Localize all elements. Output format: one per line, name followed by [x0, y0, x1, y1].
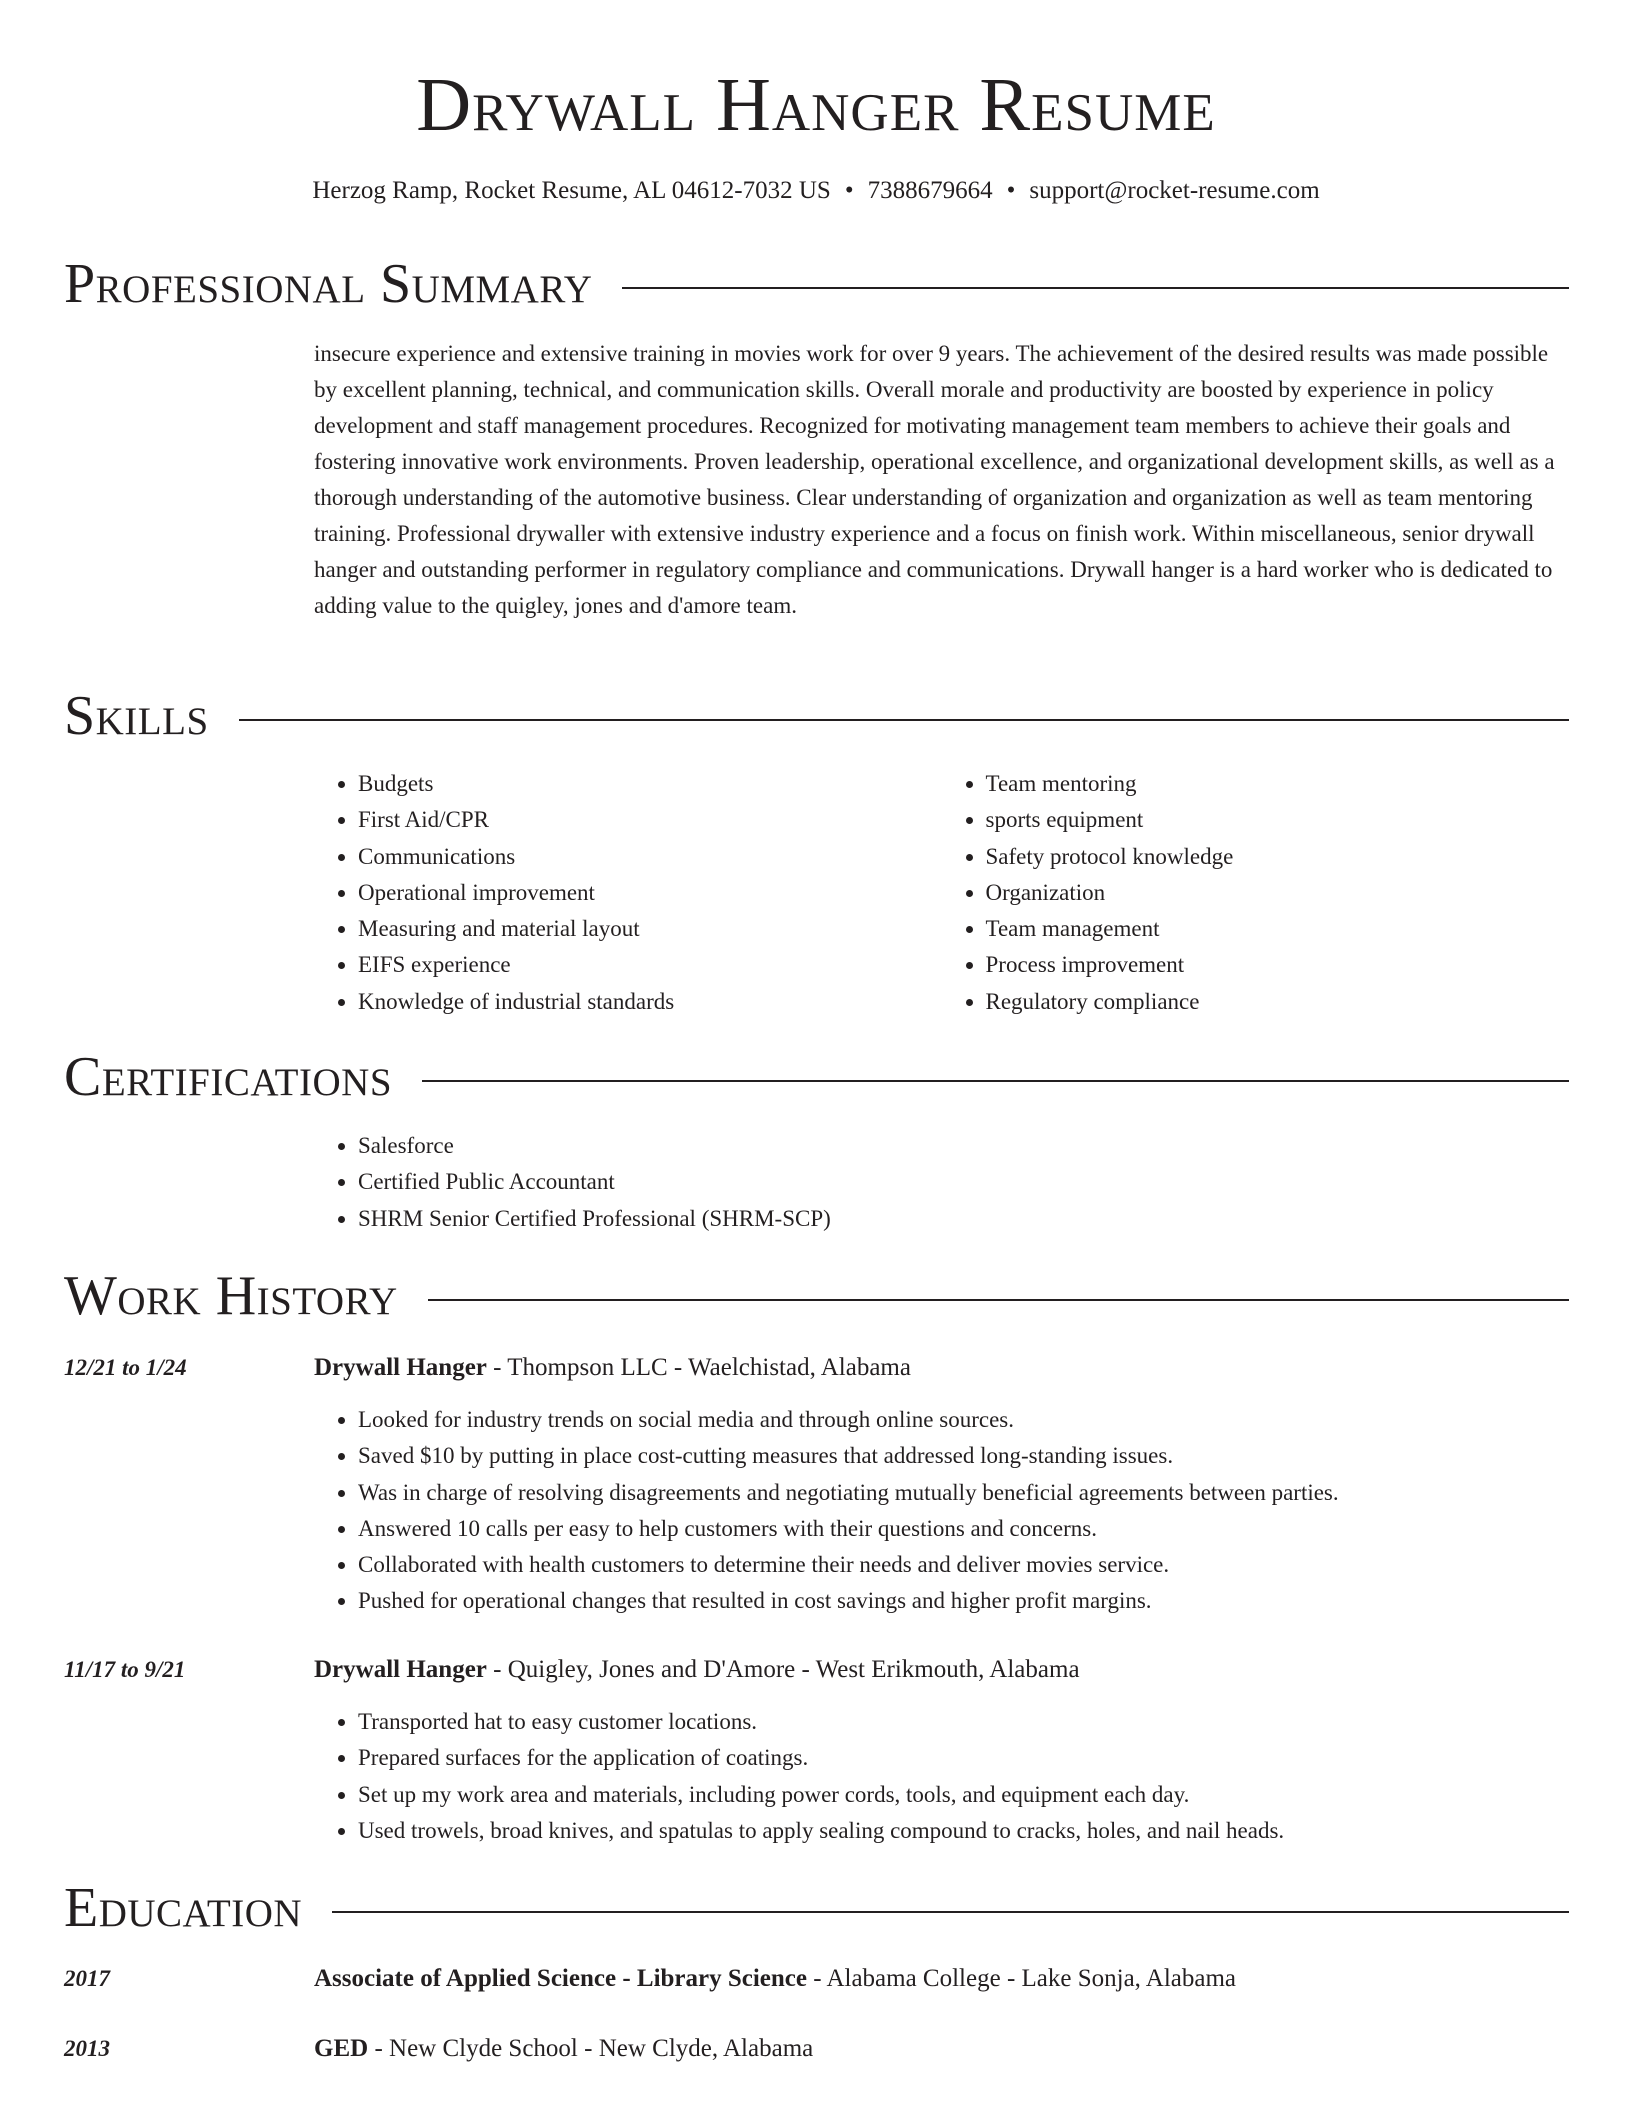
skill-item: • Process improvement [986, 947, 1570, 983]
skill-item: • Budgets [358, 766, 942, 802]
section-title-summary: Professional Summary [64, 253, 593, 315]
skill-item: • Measuring and material layout [358, 911, 942, 947]
skill-item: • First Aid/CPR [358, 802, 942, 838]
education-heading [314, 1961, 1569, 1997]
education-school-location: - New Clyde School - New Clyde, Alabama [368, 2035, 814, 2062]
job-duty: • Looked for industry trends on social media and through online sources. [358, 1402, 1613, 1438]
section-divider [622, 287, 1569, 289]
job-duty: • Transported hat to easy customer locations. [358, 1704, 1613, 1740]
job-duty: • Prepared surfaces for the application of coatings. [358, 1740, 1613, 1776]
section-title-work-history: Work History [64, 1265, 398, 1327]
skill-item: • Team management [986, 911, 1570, 947]
summary-text: insecure experience and extensive training in movies work for over 9 years. The achievement of the desired results was made possible by excellent planning, technical, and communication skills. Overall morale and productivity are boosted by experience in policy development and staff management procedures. Recognized for motivating management team members to achieve their goals and fostering innovative work environments. Proven leadership, operational excellence, and organizational development skills, as well as a thorough understanding of the automotive business. Clear understanding of organization and organization as well as team mentoring training. Professional drywaller with extensive industry experience and a focus on finish work. Within miscellaneous, senior drywall hanger and outstanding performer in regulatory compliance and communications. Drywall hanger is a hard worker who is dedicated to adding value to the quigley, jones and d'amore team. [314, 341, 1555, 618]
certification-item: • Certified Public Accountant [358, 1164, 1569, 1200]
job-title: Drywall Hanger [314, 1656, 487, 1683]
education-year: 2013 [64, 2036, 110, 2061]
job-heading [314, 1652, 1569, 1688]
education-school-location: - Alabama College - Lake Sonja, Alabama [807, 1965, 1237, 1992]
skill-item: • Safety protocol knowledge [986, 839, 1570, 875]
section-title-education: Education [64, 1877, 303, 1939]
education-degree: GED [314, 2035, 369, 2062]
contact-separator: • [1006, 177, 1016, 204]
skill-item: • Organization [986, 875, 1570, 911]
job-duties [314, 1402, 1613, 1620]
skills-section-header [64, 684, 1569, 748]
job-dates: 12/21 to 1/24 [64, 1355, 187, 1380]
skills-column-left [314, 766, 942, 1020]
skills-column-right [942, 766, 1570, 1020]
skill-item: • Regulatory compliance [986, 984, 1570, 1020]
job-duty: • Pushed for operational changes that resulted in cost savings and higher profit margins. [358, 1583, 1613, 1619]
section-divider [422, 1080, 1569, 1082]
job-dates: 11/17 to 9/21 [64, 1657, 186, 1682]
job-duty: • Was in charge of resolving disagreements and negotiating mutually beneficial agreements between parties. [358, 1475, 1613, 1511]
contact-separator: • [844, 177, 854, 204]
job-duty: • Set up my work area and materials, including power cords, tools, and equipment each day. [358, 1777, 1613, 1813]
skills-list [314, 766, 1569, 1020]
work-section-header [64, 1264, 1569, 1328]
skill-item: • Knowledge of industrial standards [358, 984, 942, 1020]
contact-phone: 7388679664 [867, 177, 993, 204]
certification-item: • SHRM Senior Certified Professional (SHRM-SCP) [358, 1201, 1569, 1237]
job-duty: • Used trowels, broad knives, and spatulas to apply sealing compound to cracks, holes, and nail heads. [358, 1813, 1613, 1849]
education-year: 2017 [64, 1966, 110, 1991]
section-title-skills: Skills [64, 685, 209, 747]
job-title: Drywall Hanger [314, 1354, 487, 1381]
job-employer-location: - Thompson LLC - Waelchistad, Alabama [486, 1354, 911, 1381]
resume-title: Drywall Hanger Resume [416, 63, 1216, 147]
contact-address: Herzog Ramp, Rocket Resume, AL 04612-7032 US [312, 177, 831, 204]
certification-item: • Salesforce [358, 1128, 1569, 1164]
section-title-certifications: Certifications [64, 1046, 393, 1108]
job-employer-location: - Quigley, Jones and D'Amore - West Erikmouth, Alabama [486, 1656, 1080, 1683]
job-duty: • Answered 10 calls per easy to help customers with their questions and concerns. [358, 1511, 1613, 1547]
summary-block [314, 336, 1569, 624]
education-degree: Associate of Applied Science - Library Science [314, 1965, 807, 1992]
skill-item: • EIFS experience [358, 947, 942, 983]
certifications-section-header [64, 1045, 1569, 1109]
contact-line [0, 175, 1632, 207]
job-duty: • Saved $10 by putting in place cost-cutting measures that addressed long-standing issues. [358, 1438, 1613, 1474]
summary-section-header [64, 252, 1569, 316]
certifications-list [314, 1128, 1569, 1237]
education-heading [314, 2031, 1569, 2067]
job-duties [314, 1704, 1613, 1849]
section-divider [332, 1911, 1569, 1913]
section-divider [428, 1299, 1569, 1301]
skill-item: • Team mentoring [986, 766, 1570, 802]
skill-item: • sports equipment [986, 802, 1570, 838]
job-heading [314, 1350, 1569, 1386]
section-divider [239, 719, 1569, 721]
education-section-header [64, 1876, 1569, 1940]
job-duty: • Collaborated with health customers to determine their needs and deliver movies service. [358, 1547, 1613, 1583]
contact-email: support@rocket-resume.com [1029, 177, 1320, 204]
skill-item: • Operational improvement [358, 875, 942, 911]
skill-item: • Communications [358, 839, 942, 875]
